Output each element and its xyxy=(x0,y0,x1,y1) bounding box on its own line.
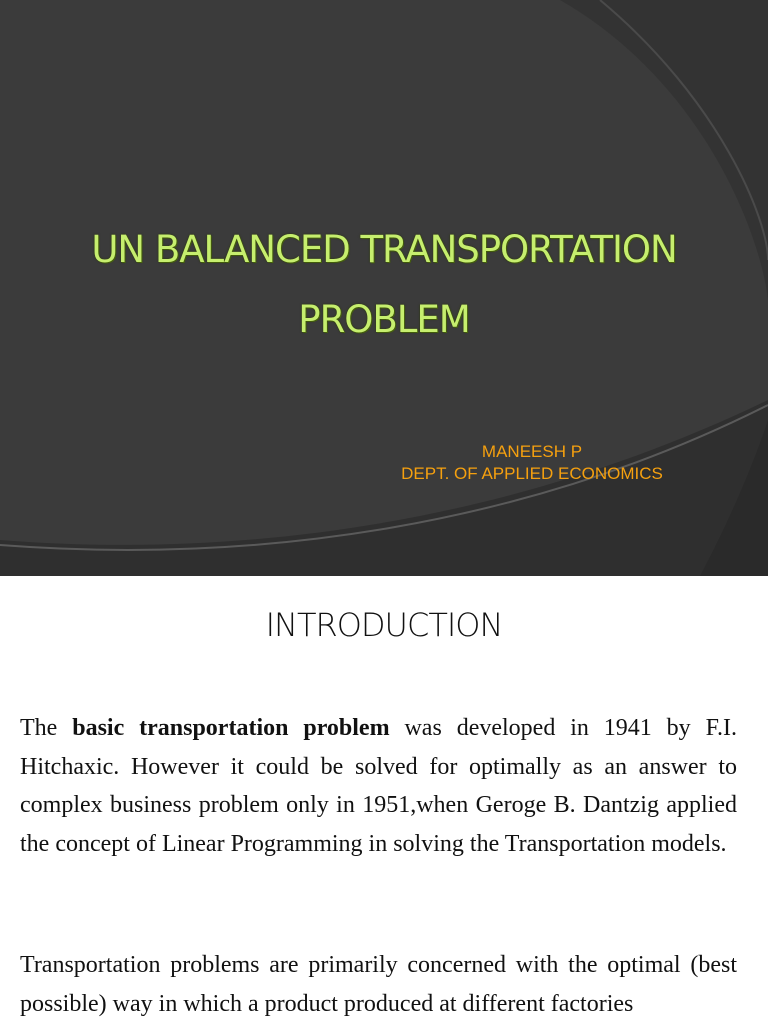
author-name: MANEESH P xyxy=(481,442,583,461)
introduction-paragraph-1 xyxy=(20,709,737,863)
author-block xyxy=(332,441,732,485)
para1-start: The xyxy=(20,715,73,741)
introduction-paragraph-2: Transportation problems are primarily concerned with the optimal (best possible) way in which a product produced at different factories xyxy=(20,952,737,1017)
introduction-heading: INTRODUCTION xyxy=(265,606,503,644)
introduction-slide xyxy=(0,576,768,1024)
author-department: DEPT. OF APPLIED ECONOMICS xyxy=(401,464,663,483)
title-line-1: UN BALANCED TRANSPORTATION xyxy=(91,228,677,271)
para1-bold-term: basic transportation problem xyxy=(72,715,390,741)
para1-rest: was developed in 1941 by F.I. Hitchaxic. However it could be solved for optimally as an answer to complex business problem only in 1951,when Geroge B. Dantzig applied the concept of Linear Programming in solving the Transportation models. xyxy=(20,715,737,857)
presentation-title xyxy=(40,215,728,355)
title-line-2: PROBLEM xyxy=(298,298,470,341)
